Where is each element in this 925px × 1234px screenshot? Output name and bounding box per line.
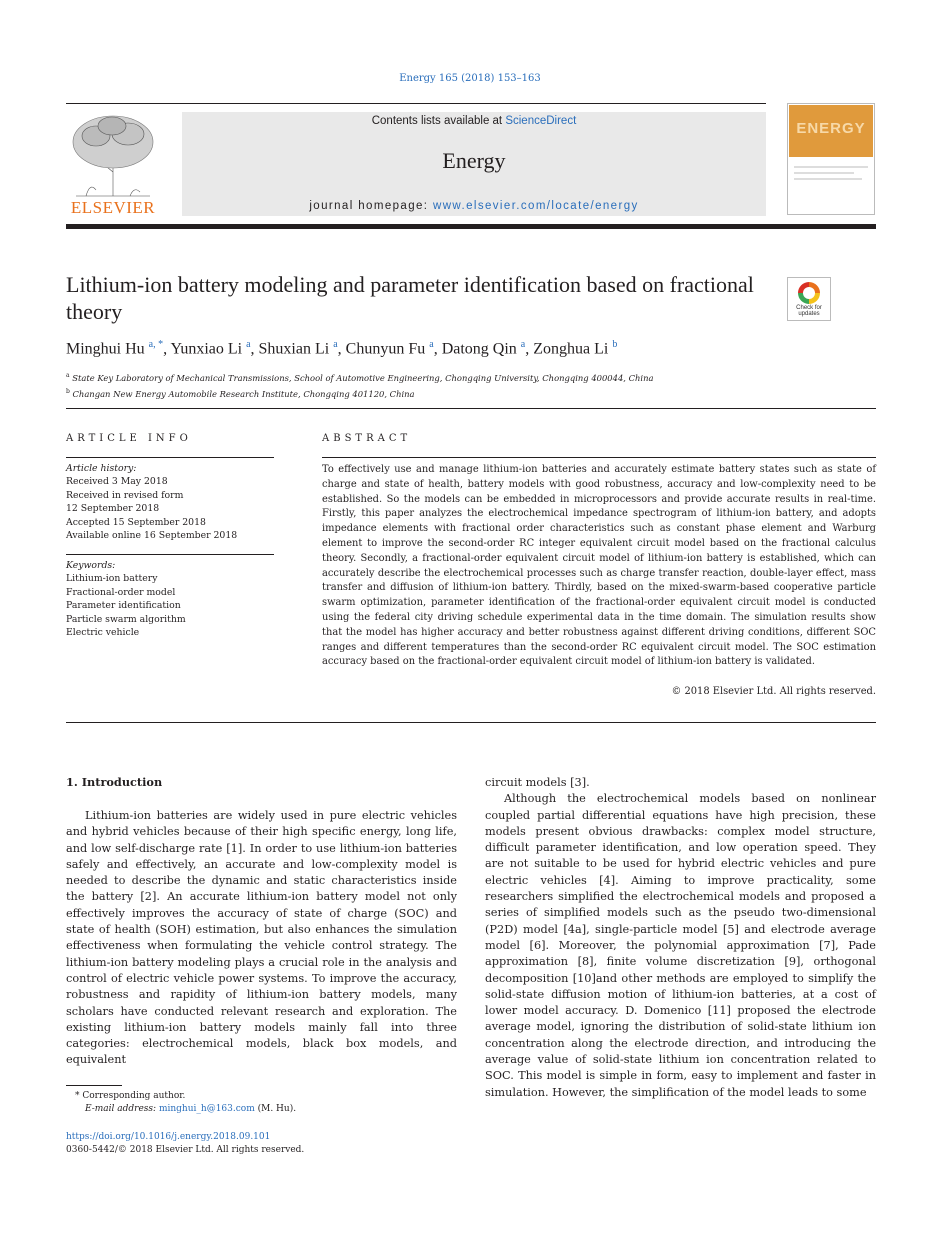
author-affil-mark[interactable]: a: [520, 339, 526, 350]
elsevier-tree-icon: [66, 112, 160, 198]
issn-copyright: 0360-5442/© 2018 Elsevier Ltd. All rights reserved.: [66, 1145, 305, 1156]
elsevier-wordmark: ELSEVIER: [70, 198, 156, 217]
keyword: Electric vehicle: [66, 627, 140, 639]
header-thick-rule: [66, 224, 876, 229]
doi-link[interactable]: https://doi.org/10.1016/j.energy.2018.09.101: [66, 1132, 271, 1142]
homepage-line: [182, 200, 766, 212]
body-paragraph: Lithium-ion batteries are widely used in pure electric vehicles and hybrid vehicles because of their high specific energy, long life, and low self-discharge rate [1]. In order to use lithium-ion batteries safely and effectively, an accurate and low-complexity model is needed to describe the dynamic and static characteristics inside the battery [2]. An accurate lithium-ion battery model not only effectively improves the accuracy of state of charge (SOC) and state of health (SOH) estimation, but also enhances the simulation effectiveness when formulating the vehicle control strategy. The lithium-ion battery modeling plays a crucial role in the analysis and control of electric vehicle power systems. To improve the accuracy, robustness and rapidity of lithium-ion battery models, many scholars have conducted relevant research and exploration. The existing lithium-ion battery models mainly fall into three categories: electrochemical models, black box models, and equivalent: [66, 809, 457, 1067]
author-affil-mark[interactable]: a, *: [148, 339, 164, 350]
top-rule: [66, 103, 766, 104]
email-suffix: (M. Hu).: [254, 1104, 297, 1115]
journal-header-box: [182, 112, 766, 216]
article-history: [66, 462, 276, 542]
keyword: Parameter identification: [66, 600, 181, 612]
author-affil-mark[interactable]: a: [246, 339, 251, 350]
body-paragraph: Although the electrochemical models based on nonlinear coupled partial differential equations have high precision, these models present obvious drawbacks: complex model structure, difficult parameter identification, and low operation speed. They are not suitable to be used for hybrid electric vehicles and pure electric vehicles [4]. Aiming to improve practicality, some researchers simplified the electrochemical models and proposed a series of simplified models such as the pseudo two-dimensional (P2D) model [4a], single-particle model [5] and electrode average model [6]. Moreover, the polynomial approximation [7], Pade approximation [8], finite volume discretization [9], orthogonal decomposition [10]and other methods are employed to simplify the solid-state diffusion motion of lithium-ion batteries, at a cost of lower model accuracy. D. Domenico [11] proposed the electrode average model, ignoring the distribution of solid-state lithium ion concentration along the electrode direction, and introducing the average value of solid-state lithium ion concentration related to SOC. This model is simple in form, easy to implement and faster in simulation. However, the simplification of the model leads to some: [485, 792, 876, 1099]
author-name[interactable]: Yunxiao Li: [170, 340, 243, 358]
check-updates-line-2: updates: [798, 311, 820, 317]
affiliations: [66, 369, 653, 401]
affiliation-b: [66, 385, 653, 401]
abstract-copyright: © 2018 Elsevier Ltd. All rights reserved.: [671, 686, 876, 697]
history-entry: Received in revised form: [66, 489, 184, 501]
history-entry: Accepted 15 September 2018: [66, 516, 206, 528]
article-title: Lithium-ion battery modeling and parameter identification based on fractional theory: [66, 272, 754, 324]
homepage-prefix: journal homepage:: [309, 200, 434, 212]
cover-title: ENERGY: [796, 120, 866, 137]
article-info-label: ARTICLE INFO: [66, 433, 192, 444]
sciencedirect-link[interactable]: ScienceDirect: [505, 115, 577, 127]
email-label: E-mail address:: [85, 1104, 159, 1115]
history-entry: 12 September 2018: [66, 503, 160, 515]
author-name[interactable]: Shuxian Li: [258, 340, 330, 358]
check-for-updates-button[interactable]: [787, 277, 831, 321]
abstract-label: ABSTRACT: [322, 433, 412, 444]
author-name[interactable]: Chunyun Fu: [345, 340, 426, 358]
history-entry: Available online 16 September 2018: [66, 530, 238, 542]
check-updates-line-1: Check for: [796, 305, 822, 311]
keywords-rule: [66, 554, 274, 555]
email-note: [66, 1103, 296, 1116]
homepage-link[interactable]: www.elsevier.com/locate/energy: [433, 200, 639, 212]
journal-cover-thumbnail[interactable]: [787, 103, 875, 215]
check-updates-icon: [798, 282, 820, 304]
elsevier-logo: [66, 112, 160, 218]
author-affil-mark[interactable]: a: [333, 339, 338, 350]
contents-line: [182, 115, 766, 127]
keyword: Fractional-order model: [66, 586, 176, 598]
history-heading: Article history:: [66, 463, 137, 474]
cover-details-graphic: [788, 160, 874, 200]
keywords-block: [66, 559, 276, 639]
keywords-heading: Keywords:: [66, 560, 116, 571]
author-name[interactable]: Datong Qin: [441, 340, 517, 358]
affiliation-text: State Key Laboratory of Mechanical Transmissions, School of Automotive Engineering, Chongqing University, Chongqing 400044, China: [72, 372, 654, 383]
author-affil-mark[interactable]: a: [429, 339, 434, 350]
affiliation-mark: b: [66, 387, 70, 395]
affiliation-mark: a: [66, 372, 70, 379]
affiliation-text: Changan New Energy Automobile Research Institute, Chongqing 401120, China: [72, 388, 415, 399]
history-entry: Received 3 May 2018: [66, 476, 168, 488]
corresponding-author-note: * Corresponding author.: [75, 1091, 186, 1101]
footnote-rule: [66, 1085, 122, 1086]
contents-prefix: Contents lists available at: [371, 115, 506, 127]
abstract-text: To effectively use and manage lithium-ion batteries and accurately estimate battery states such as state of charge and state of health, battery models with good robustness, accuracy and low-complexity need to be established. So the models can be embedded in microprocessors and provide accurate results in real-time. Firstly, this paper analyzes the electrochemical impedance spectrogram of lithium-ion battery, and adopts impedance elements with fractional order characteristics such as constant phase element and Warburg element to improve the second-order RC integer equivalent circuit model based on the fractional calculus theory. Secondly, a fractional-order equivalent circuit model of lithium-ion battery is established, which can accurately describe the electrochemical processes such as charge transfer reaction, double-layer effect, mass transfer and diffusion of lithium-ion battery. Thirdly, based on the mixed-swarm-based cooperative particle swarm optimization, parameter identification of the fractional-order equivalent circuit model is conducted using the federal city driving schedule experimental data in the time domain. The simulation results show that the model has higher accuracy and better robustness against different driving conditions, different SOC ranges and different temperatures than the second-order RC equivalent circuit model. The SOC estimation accuracy based on the fractional-order equivalent circuit model of lithium-ion battery is validated.: [322, 464, 876, 668]
author-name[interactable]: Minghui Hu: [66, 340, 145, 358]
body-column-left: [66, 808, 457, 1069]
author-list: Minghui Hu $^{a, *}$, Yunxiao Li $^a$, Shuxian Li $^a$, Chunyun Fu $^a$, Datong Qin $^a$, Zonghua Li $^b$: [66, 339, 618, 358]
author-name[interactable]: Zonghua Li: [533, 340, 609, 358]
footnote: [66, 1090, 296, 1117]
article-info-rule: [66, 457, 274, 458]
doi-block: [66, 1131, 304, 1158]
abstract-rule: [322, 457, 876, 458]
affiliation-a: [66, 369, 653, 385]
body-paragraph-continuation: circuit models [3].: [485, 776, 590, 789]
abstract-bottom-rule: [66, 722, 876, 723]
journal-reference[interactable]: Energy 165 (2018) 153–163: [399, 73, 541, 84]
email-link[interactable]: minghui_h@163.com: [158, 1104, 255, 1115]
author-affil-mark[interactable]: b: [612, 339, 618, 350]
section-rule: [66, 408, 876, 409]
section-heading-introduction: 1. Introduction: [66, 775, 163, 789]
keyword: Lithium-ion battery: [66, 573, 158, 585]
keyword: Particle swarm algorithm: [66, 613, 186, 625]
journal-name: Energy: [442, 148, 506, 173]
body-column-right: [485, 775, 876, 1101]
